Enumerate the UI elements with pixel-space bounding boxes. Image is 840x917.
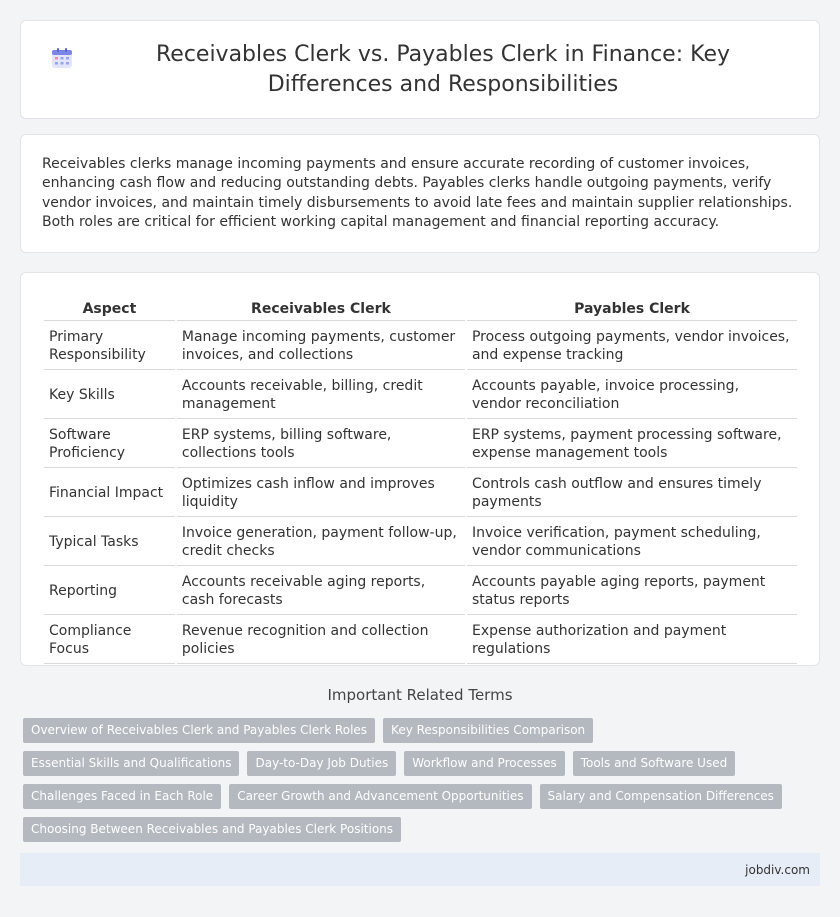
row-payables: Controls cash outflow and ensures timely payments <box>467 470 797 517</box>
row-receivables: Accounts receivable, billing, credit management <box>177 372 465 419</box>
related-term-tag[interactable]: Career Growth and Advancement Opportunities <box>229 784 531 809</box>
header-receivables-clerk: Receivables Clerk <box>177 299 465 321</box>
table-row <box>44 323 797 370</box>
header-aspect: Aspect <box>44 299 175 321</box>
row-payables: Accounts payable, invoice processing, vendor reconciliation <box>467 372 797 419</box>
related-term-tag[interactable]: Choosing Between Receivables and Payables Clerk Positions <box>23 817 401 842</box>
row-receivables: Optimizes cash inflow and improves liquidity <box>177 470 465 517</box>
related-term-tag[interactable]: Day-to-Day Job Duties <box>247 751 396 776</box>
related-term-tag[interactable]: Challenges Faced in Each Role <box>23 784 221 809</box>
page-title: Receivables Clerk vs. Payables Clerk in Finance: Key Differences and Responsibilities <box>155 41 731 97</box>
row-receivables: Manage incoming payments, customer invoices, and collections <box>177 323 465 370</box>
table-row <box>44 421 797 468</box>
header-payables-clerk: Payables Clerk <box>467 299 797 321</box>
comparison-card <box>20 272 820 666</box>
footer <box>20 853 820 886</box>
table-row <box>44 617 797 664</box>
title-card <box>20 20 820 119</box>
row-payables: Expense authorization and payment regulations <box>467 617 797 664</box>
row-receivables: ERP systems, billing software, collections tools <box>177 421 465 468</box>
row-receivables: Accounts receivable aging reports, cash forecasts <box>177 568 465 615</box>
row-aspect: Key Skills <box>44 372 175 419</box>
table-header-row <box>44 299 797 321</box>
row-payables: ERP systems, payment processing software, expense management tools <box>467 421 797 468</box>
related-term-tag[interactable]: Workflow and Processes <box>404 751 564 776</box>
table-row <box>44 568 797 615</box>
row-aspect: Compliance Focus <box>44 617 175 664</box>
row-aspect: Financial Impact <box>44 470 175 517</box>
row-receivables: Revenue recognition and collection policies <box>177 617 465 664</box>
related-term-tag[interactable]: Essential Skills and Qualifications <box>23 751 239 776</box>
comparison-table <box>42 297 799 666</box>
table-row <box>44 372 797 419</box>
row-aspect: Primary Responsibility <box>44 323 175 370</box>
intro-card <box>20 134 820 253</box>
table-row <box>44 519 797 566</box>
intro-paragraph: Receivables clerks manage incoming payments and ensure accurate recording of customer invoices, enhancing cash flow and reducing outstanding debts. Payables clerks handle outgoing payments, verify vendor invoices, and maintain timely disbursements to avoid late fees and maintain supplier relationships. Both roles are critical for efficient working capital management and financial reporting accuracy. <box>42 156 793 231</box>
calendar-icon <box>51 47 73 69</box>
related-term-tag[interactable]: Tools and Software Used <box>573 751 736 776</box>
row-aspect: Typical Tasks <box>44 519 175 566</box>
related-terms-heading: Important Related Terms <box>327 686 513 704</box>
row-payables: Invoice verification, payment scheduling, vendor communications <box>467 519 797 566</box>
row-payables: Accounts payable aging reports, payment status reports <box>467 568 797 615</box>
row-payables: Process outgoing payments, vendor invoices, and expense tracking <box>467 323 797 370</box>
row-aspect: Software Proficiency <box>44 421 175 468</box>
row-receivables: Invoice generation, payment follow-up, credit checks <box>177 519 465 566</box>
row-aspect: Reporting <box>44 568 175 615</box>
related-term-tag[interactable]: Key Responsibilities Comparison <box>383 718 593 743</box>
footer-site-link[interactable]: jobdiv.com <box>745 862 810 877</box>
related-terms-tags <box>23 718 823 850</box>
related-term-tag[interactable]: Overview of Receivables Clerk and Payables Clerk Roles <box>23 718 375 743</box>
title-row <box>21 21 819 118</box>
related-term-tag[interactable]: Salary and Compensation Differences <box>540 784 782 809</box>
table-row <box>44 470 797 517</box>
